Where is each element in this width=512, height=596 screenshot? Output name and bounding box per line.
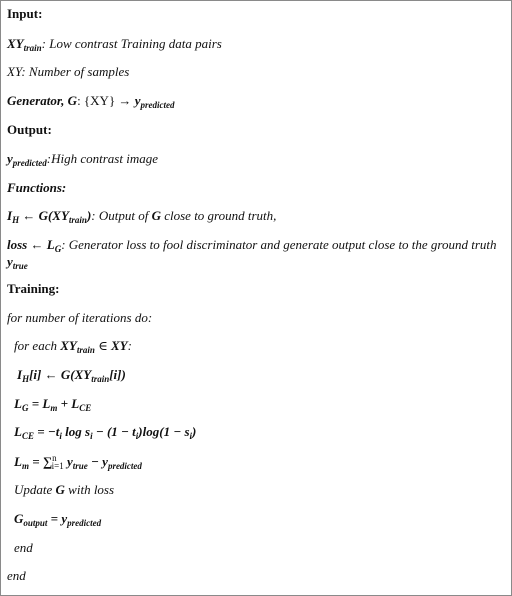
generator-line [7,93,174,109]
step-ih [17,367,126,383]
update-g: G [55,482,65,497]
ih-symbol: I [7,208,13,223]
lce-t-subscript: i [59,431,62,441]
step-ih-symbol: I [17,367,23,382]
lce-t2-subscript: i [135,431,139,441]
ih-description-b: close to ground truth, [160,208,277,223]
functions-heading: Functions: [7,180,67,195]
ytrue-subscript: true [12,261,28,271]
g-output-line [14,511,101,527]
lm-eq: = ∑ [28,454,53,469]
step-ih-end: [i]) [109,367,126,382]
ih-arrow: ← G( [19,208,53,223]
lm-ytrue: y [63,454,73,469]
sum-subscript: i=1 [51,461,64,471]
output-symbol: y [7,151,13,166]
step-ih-index: [i] ← G(XY [29,367,92,382]
end-outer: end [7,568,26,583]
step-lm [14,454,142,470]
loss-symbol: loss [7,237,28,252]
ih-xy: XY [52,208,69,223]
xy-description: XY: Number of samples [7,64,130,79]
ih-xy-subscript: train [68,215,87,225]
step-ih-subscript: H [22,374,30,384]
lce-s-subscript: i [90,431,93,441]
ytrue-symbol: y [7,254,13,269]
lce-mid2: )log(1 − s [138,424,190,439]
xy-train-subscript: train [23,43,42,53]
lce-symbol: L [14,424,22,439]
function-2-line [7,237,497,253]
lm-ypred-subscript: predicted [107,461,142,471]
output-subscript: predicted [12,158,47,168]
output-description: :High contrast image [46,151,158,166]
function-1-line [7,208,276,224]
input-heading: Input: [7,6,43,21]
generator-name: Generator [7,93,62,108]
loss-arrow-subscript: G [54,244,62,254]
lg-symbol: L [14,396,22,411]
g-output-symbol: G [14,511,24,526]
g-output-subscript: output [23,518,48,528]
step-ih-sub2: train [91,374,110,384]
training-heading: Training: [7,281,60,296]
lce-mid: − (1 − t [92,424,136,439]
lce-eq: = −t [33,424,60,439]
sum-superscript: n [52,453,57,463]
inner-loop-text: for each [14,338,61,353]
lm-minus: − y [87,454,108,469]
update-text-a: Update [14,482,56,497]
lce-log: log s [61,424,91,439]
inner-loop-xy-subscript: train [76,345,95,355]
lce-s2-subscript: i [189,431,193,441]
lm-subscript: m [50,403,58,413]
ih-subscript: H [12,215,20,225]
xy-train-line [7,36,222,52]
generator-output-symbol: y [134,93,141,108]
lce-end: ) [192,424,197,439]
lm-ytrue-subscript: true [72,461,88,471]
inner-loop-in: ∈ [94,338,111,353]
loss-arrow: ← L [27,237,55,252]
function-2-continuation [7,254,28,270]
g-output-y-subscript: predicted [67,518,102,528]
ih-description-g: G [151,208,161,223]
lce-symbol-subscript: CE [21,431,34,441]
lce-subscript: CE [79,403,92,413]
lg-subscript: G [21,403,29,413]
inner-loop [14,338,132,354]
loss-description: : Generator loss to fool discriminator and generate output close to the ground truth [61,237,497,252]
generator-symbol: , G [61,93,78,108]
ih-close: ) [86,208,92,223]
step-lg [14,396,91,412]
inner-loop-xy2: XY [110,338,128,353]
generator-mapping: : {XY} → [77,93,135,108]
xy-train-symbol: XY [7,36,24,51]
update-text-b: with loss [64,482,115,497]
lg-plus: + L [57,396,80,411]
xy-train-description: : Low contrast Training data pairs [41,36,222,51]
end-inner: end [14,540,33,555]
lg-eq: = L [28,396,51,411]
output-heading: Output: [7,122,52,137]
lm-symbol: L [14,454,22,469]
inner-loop-colon: : [127,338,132,353]
step-lce [14,424,196,440]
generator-output-subscript: predicted [140,100,175,110]
g-output-eq: = y [47,511,68,526]
inner-loop-xy: XY [60,338,77,353]
ih-description-a: : Output of [91,208,152,223]
update-line [14,482,114,498]
outer-loop: for number of iterations do: [7,310,153,325]
lm-symbol-subscript: m [21,461,29,471]
output-line [7,151,158,167]
